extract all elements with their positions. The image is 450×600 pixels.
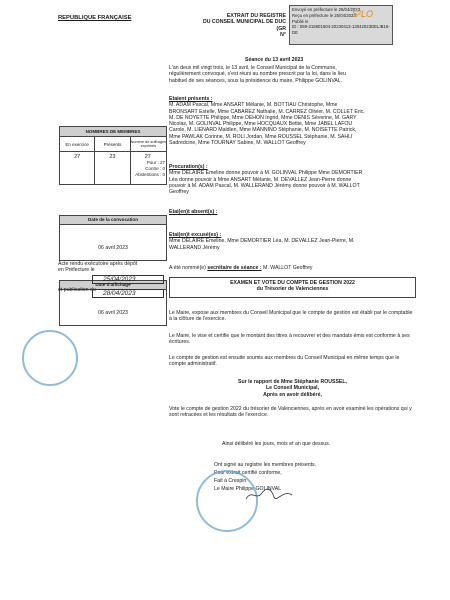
present-title: Etaient présents :: [169, 96, 213, 102]
vote-abstentions: [131, 172, 165, 178]
present-line: BRONSART Estelle, Mme CABAREZ Nathalie, M. CARREZ Olivier, M. COLLET Eric,: [169, 108, 365, 115]
acte-executoire: Acte rendu exécutoire après dépôt: [58, 261, 138, 267]
present-line: M. DE NOYETTE Philippe, Mme DEHON Ingrid, Mme DENIS Séverine, M. GARY: [169, 114, 357, 121]
absents-title: Etai(en)t absent(s) :: [169, 209, 218, 215]
closing-line-1: Ainsi délibéré les jours, mois et an que dessus.: [222, 441, 331, 447]
convocation-date: 06 avril 2023: [98, 245, 128, 251]
stamp-publie: Publié le: [292, 18, 309, 24]
value-en-exercice: 27: [60, 152, 95, 185]
procurations-section: [169, 164, 415, 195]
prefecture-date-field: 25/04/2023: [92, 275, 164, 284]
abst-label: Abstentions :: [135, 172, 162, 177]
closing-line-5: Le Maire Philippe GOLINVAL: [214, 486, 282, 492]
document-header: [186, 13, 286, 39]
col-en-exercice: En exercice: [60, 137, 95, 152]
procuration-line: Léa donne pouvoir à Mme ANSART Mélanie, M. DEVALLEZ Jean-Pierre donne: [169, 176, 352, 183]
vote-paragraph: Vote le compte de gestion 2022 du trésorier de Valenciennes, après en avoir examiné les opérations qui y sont retracées et les résultats de l'exercice.: [169, 406, 412, 419]
col-presents: Présents: [95, 137, 130, 152]
rapport-line-1: Sur le rapport de Mme Stéphanie ROUSSEL,: [238, 379, 347, 385]
mayor-signature: [244, 487, 294, 503]
excuses-line: WALLERAND Jérémy: [169, 244, 220, 251]
intro-line: habituel de ses séances, sous la présidence du maire, Philippe GOLINVAL.: [169, 77, 343, 84]
intro-line: L'an deux mil vingt trois, le 13 avril, le Conseil Municipal de la Commune,: [169, 65, 337, 71]
extrait-line-1: EXTRAIT DU REGISTRE: [226, 13, 286, 19]
secretaire-label: secrétaire de séance :: [207, 265, 262, 271]
vote-breakdown: [130, 152, 166, 185]
intro-paragraph: [169, 65, 414, 84]
body-paragraph-3: Le compte de gestion est ensuite soumis aux membres du Conseil Municipal en même temps que le compte administratif.: [169, 355, 400, 368]
publication-date-field: 28/04/2023: [92, 289, 164, 298]
rapport-line-2: Le Conseil Municipal,: [265, 385, 320, 392]
present-section: [169, 96, 415, 146]
extrait-line-4: N°: [280, 32, 286, 39]
stamp-id: ID : 059-215901504-20230413-13042023DELIB15-DE: [292, 24, 390, 36]
republique-label: REPUBLIQUE FRANÇAISE: [58, 15, 132, 21]
procuration-line: Mme DELAIRE Emeline donne pouvoir à M. GOLINVAL Philippe Mme DEMORTIER: [169, 170, 363, 177]
prefecture-stamp: [289, 5, 393, 45]
contre-label: Contre :: [145, 166, 162, 171]
members-table-title: NOMBRES DE MEMBRES: [60, 127, 167, 137]
affichage-date: 06 avril 2023: [98, 310, 128, 316]
subject-subtitle: du Trésorier de Valenciennes: [256, 286, 329, 293]
closing-line-2: Ont signé au registre les membres présents.: [214, 462, 317, 468]
mairie-seal-left: [22, 330, 78, 386]
closing-line-3: Pour extrait certifié conforme,: [214, 470, 282, 476]
secretaire-line: [169, 265, 419, 271]
session-date: Séance du 13 avril 2023: [245, 57, 304, 63]
publication-label: et publication du: [58, 287, 96, 293]
procuration-line: Geoffrey: [169, 189, 189, 196]
subject-title: EXAMEN ET VOTE DU COMPTE DE GESTION 2022: [230, 280, 355, 286]
value-suffrages: 27: [144, 154, 151, 160]
stamp-handwritten-mark: S²LO: [352, 9, 374, 19]
pour-value: 27: [159, 160, 165, 165]
body-paragraph-1: Le Maire, expose aux membres du Conseil Municipal que le compte de gestion est établi par le comptable à la clôture de l'exercice.: [169, 310, 413, 323]
present-line: Sadredcine, Mme TOURNAY Sabine, M. WALLOT Geoffrey: [169, 140, 306, 147]
extrait-line-3: (GR: [276, 25, 286, 32]
abst-value: 0: [162, 172, 165, 177]
excuses-section: [169, 232, 415, 251]
convocation-box: [59, 215, 167, 261]
stamp-recu: Reçu en préfecture le 25/04/2023: [292, 12, 356, 18]
executoire-section: [58, 261, 170, 274]
rapport-block: [169, 379, 416, 398]
col-suffrages: Nombre de suffrages exprimés: [130, 137, 166, 152]
prefecture-label: en Préfecture le: [58, 267, 95, 274]
excuses-line: Mme DELAIRE Emeline, Mme DEMORTIER Léa, M. DEVALLEZ Jean-Pierre, M.: [169, 238, 355, 245]
value-presents: 23: [95, 152, 130, 185]
convocation-label: Date de la convocation: [60, 216, 166, 225]
body-paragraph-2: Le Maire, le vise et certifie que le montant des titres à recouvrer et des mandats émis est conforme à ses écritures.: [169, 333, 410, 346]
stamp-envoye: Envoyé en préfecture le 25/04/2023: [292, 7, 361, 12]
secretaire-name: M. WALLOT Geoffrey: [263, 265, 313, 271]
affichage-label: Date d'affichage: [60, 281, 166, 290]
rapport-line-3: Après en avoir délibéré,: [263, 391, 322, 398]
present-line: M. ADAM Pascal, Mme ANSART Mélanie, M. BOTTIAU Christophe, Mme: [169, 102, 338, 109]
present-line: Nicolas, M. GOLINVAL Philippe, Mme HOCQUAUX Bettie, Mme JABEL LAFOU: [169, 121, 353, 128]
present-line: Carole, M. LIENARD Maldlen, Mme MANNINO Stéphanie, M. NOISETTE Patrick,: [169, 127, 357, 134]
procuration-line: pouvoir à M. ADAM Pascal, M. WALLERAND Jérémy donne pouvoir à M. WALLOT: [169, 182, 360, 189]
intro-line: régulièrement convoqué, s'est réuni au nombre prescrit par la loi, dans le lieu: [169, 71, 346, 78]
closing-line-4: Fait à Crespin: [214, 478, 247, 484]
members-table: [59, 126, 167, 185]
procurations-title: Procuration(s) :: [169, 164, 208, 170]
excuses-title: Etai(en)t excusé(es) :: [169, 232, 222, 238]
extrait-line-2: DU CONSEIL MUNICIPAL DE DUC: [202, 19, 286, 26]
secretaire-prefix: A été nommé(e): [169, 265, 208, 271]
contre-value: 0: [162, 166, 165, 171]
present-line: Mme PAWLAK Corinne, M. ROLI Jordan, Mme ROUSSEL Stéphanie, M. SAHLI: [169, 133, 353, 140]
pour-label: Pour :: [146, 160, 159, 165]
subject-box: [169, 277, 416, 298]
